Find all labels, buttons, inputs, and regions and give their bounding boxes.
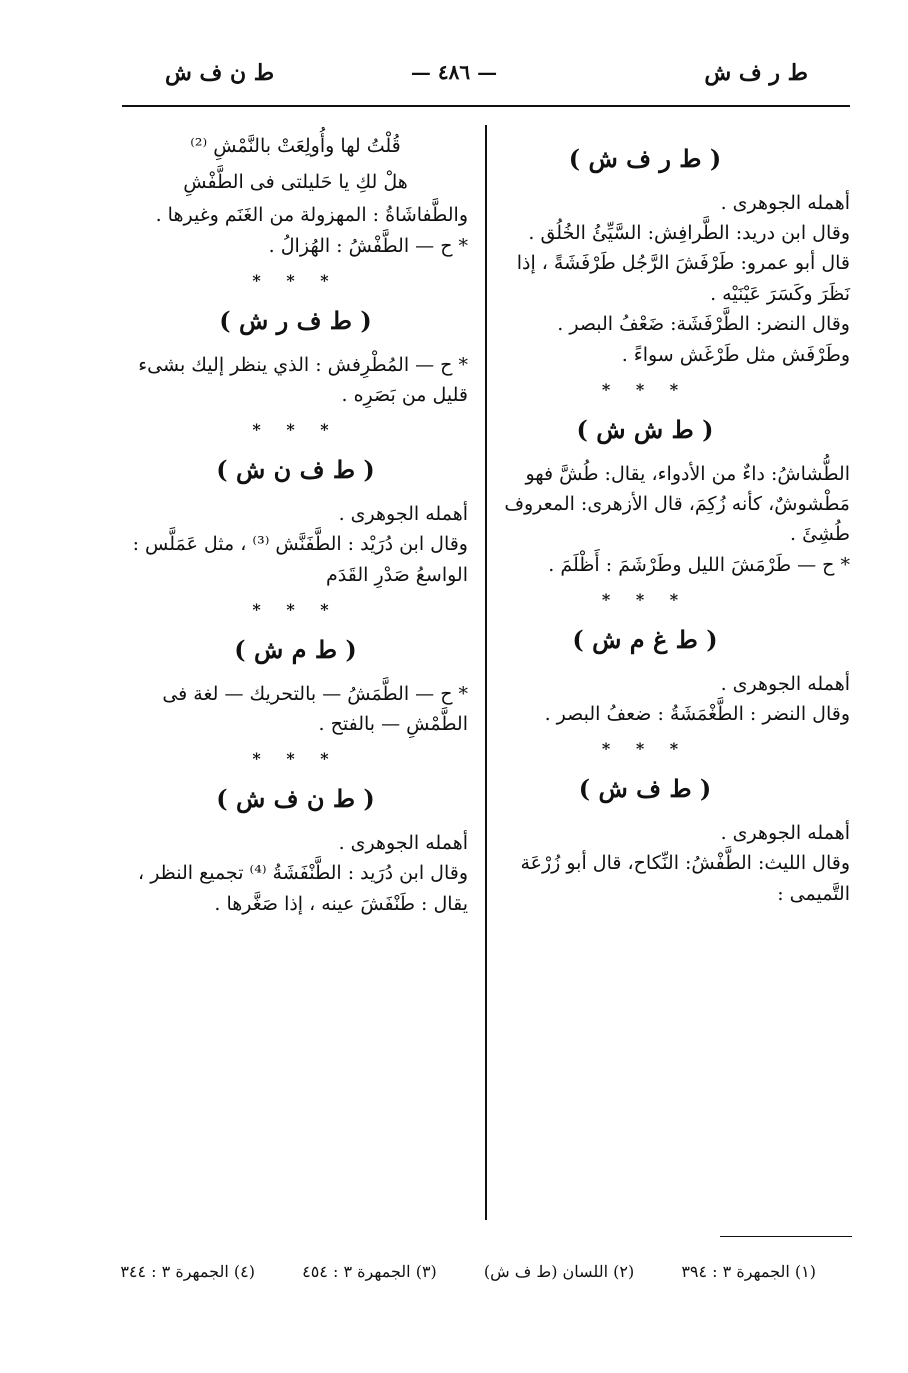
section-separator: * * * <box>601 590 689 610</box>
running-head-left: ط ن ف ش <box>165 60 275 86</box>
text-line: أهمله الجوهرى . <box>338 832 468 855</box>
footnote-rule <box>720 1236 852 1237</box>
text-line: وقال النضر : الطَّغْمَشَةُ : ضعفُ البصر . <box>544 703 850 726</box>
text-line: الواسعُ صَدْرِ القَدَم <box>326 563 468 586</box>
text-line: أهمله الجوهرى . <box>720 822 850 845</box>
text-line: يقال : طَنْفَشَ عينه ، إذا صَغَّرها . <box>214 892 468 915</box>
entry-title: ( ط ف ش ) <box>578 774 712 804</box>
text-line: وطَرْفَش مثل طَرْغَش سواءً . <box>621 343 850 366</box>
entry-title: ( ط ف ر ش ) <box>219 305 372 335</box>
footnote-4: (٤) الجمهرة ٣ : ٣٤٤ <box>120 1262 255 1281</box>
text-line: وقال النضر: الطَّرْفَشَة: ضَعْفُ البصر . <box>557 313 850 336</box>
text-line: أهمله الجوهرى . <box>720 191 850 214</box>
page-number: — ٤٨٦ — <box>410 60 498 84</box>
footnotes <box>78 1262 816 1281</box>
entry-title: ( ط م ش ) <box>234 635 357 665</box>
verse-line: قُلْتُ لها وأُولِعَتْ بالنَّمْشِ ⁽²⁾ <box>190 135 401 157</box>
entry-title: ( ط غ م ش ) <box>572 625 718 655</box>
verse-line: هلْ لكِ يا حَليلتى فى الطَّفْشِ <box>183 171 408 194</box>
text-line: * ح — الطَّمَشُ — بالتحريك — لغة فى <box>162 682 468 705</box>
section-separator: * * * <box>601 739 689 759</box>
text-line: طُشِئَ . <box>790 523 850 546</box>
text-line: وقال ابن دريد: الطَّرافِش: السَّيِّئُ الخُلُق . <box>528 221 850 244</box>
section-separator: * * * <box>252 270 339 290</box>
footnote-2: (٢) اللسان (ط ف ش) <box>483 1262 635 1281</box>
text-line: وقال الليث: الطَّفْشُ: النِّكاح، قال أبو زُرْعَة <box>520 852 850 875</box>
text-line: الطُّشاشُ: داءٌ من الأدواء، يقال: طُشَّ فهو <box>525 462 850 485</box>
footnote-1: (١) الجمهرة ٣ : ٣٩٤ <box>681 1262 816 1281</box>
section-separator: * * * <box>252 600 339 620</box>
footnote-3: (٣) الجمهرة ٣ : ٤٥٤ <box>302 1262 437 1281</box>
text-line: نَظَرَ وكَسَرَ عَيْنَيْه . <box>710 282 850 305</box>
section-separator: * * * <box>252 420 339 440</box>
text-line: أهمله الجوهرى . <box>720 672 850 695</box>
entry-title: ( ط ن ف ش ) <box>216 784 375 814</box>
left-column <box>123 128 468 919</box>
text-line: * ح — طَرْمَشَ الليل وطَرْشَمَ : أَظْلَمَ . <box>548 553 850 576</box>
text-line: قليل من بَصَرِه . <box>341 383 468 406</box>
entry-title: ( ط ر ف ش ) <box>568 144 722 173</box>
text-line: والطَّفاشَاةُ : المهزولة من الغَنَم وغيرها . <box>155 204 468 227</box>
header-rule <box>122 105 850 107</box>
section-separator: * * * <box>252 749 339 769</box>
text-line: التَّميمى : <box>777 882 850 905</box>
right-column <box>440 128 850 909</box>
text-line: قال أبو عمرو: طَرْفَشَ الرَّجُل طَرْفَشَةً ، إذا <box>516 252 850 275</box>
text-line: * ح — الطَّفْشُ : الهُزالُ . <box>268 234 468 257</box>
running-head-right: ط ر ف ش <box>704 60 808 86</box>
text-line: الطَّمْشِ — بالفتح . <box>318 713 468 736</box>
text-line: وقال ابن دُرَيْد : الطَّفَنَّش ⁽³⁾ ، مثل عَمَلَّس : <box>132 533 468 556</box>
text-line: * ح — المُطْرِفش : الذي ينظر إليك بشىء <box>138 353 468 376</box>
text-line: وقال ابن دُرَيد : الطَّنْفَشَةُ ⁽⁴⁾ تجميع النظر ، <box>138 862 468 885</box>
section-separator: * * * <box>601 379 689 399</box>
text-line: مَطْشوشٌ، كأنه زُكِمَ، قال الأزهرى: المعروف <box>504 492 850 515</box>
entry-title: ( ط ش ش ) <box>576 414 714 444</box>
text-line: أهمله الجوهرى . <box>338 502 468 525</box>
entry-title: ( ط ف ن ش ) <box>216 455 375 485</box>
